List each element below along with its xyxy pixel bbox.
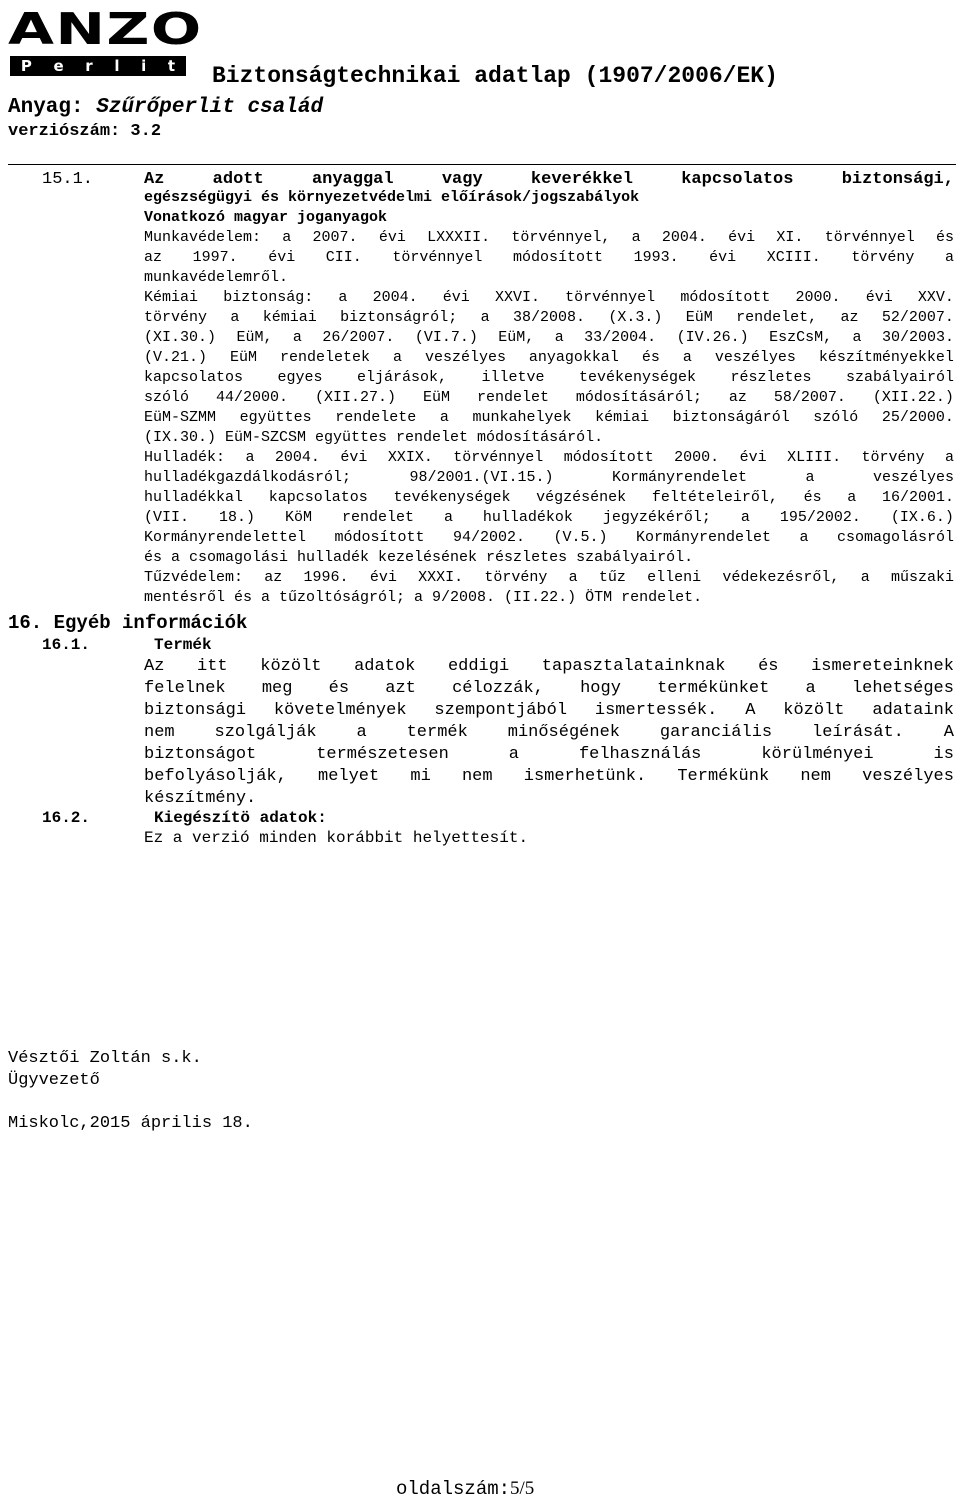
regulation-line: Kormányrendelettel módosított 94/2002. (V.5.) Kormányrendelet a csomagolásról (144, 529, 954, 546)
product-info-line: befolyásolják, melyet mi nem ismerhetünk. Termékünk nem veszélyes (144, 767, 954, 786)
header-divider (8, 164, 956, 165)
section-16-2-title: Kiegészítö adatok: (154, 809, 327, 827)
regulation-line: Tűzvédelem: az 1996. évi XXXI. törvény a tűz elleni védekezésről, a műszaki (144, 569, 954, 586)
document-title: Biztonságtechnikai adatlap (1907/2006/EK) (212, 63, 778, 89)
regulation-line: mentésről és a tűzoltóságról; a 9/2008. (II.22.) ÖTM rendelet. (144, 589, 703, 606)
logo-letter: r (85, 57, 93, 75)
logo-perlit-bar (10, 56, 186, 76)
regulation-line: (VII. 18.) KöM rendelet a hulladékok jegyzékéről; a 195/2002. (IX.6.) (144, 509, 954, 526)
product-info-line: készítmény. (144, 789, 257, 808)
logo-letter: P (20, 57, 32, 75)
regulation-line: egészségügyi és környezetvédelmi előírások/jogszabályok (144, 189, 640, 206)
material-line (8, 96, 323, 119)
regulation-line: (IX.30.) EüM-SZCSM együttes rendelet módosításáról. (144, 429, 604, 446)
regulation-line: Munkavédelem: a 2007. évi LXXXII. törvénnyel, a 2004. évi XI. törvénnyel és (144, 229, 954, 246)
logo-letter: i (141, 57, 147, 75)
product-info-line: felelnek meg és azt célozzák, hogy termékünket a lehetséges (144, 679, 954, 698)
page-number-value: 5/5 (510, 1478, 535, 1499)
signatory-role: Ügyvezető (8, 1071, 100, 1090)
section-15-1-body (144, 188, 954, 608)
logo-letter: t (167, 57, 176, 75)
section-15-1-heading: Az adott anyaggal vagy keverékkel kapcsolatos biztonsági, (144, 170, 954, 189)
regulation-line: és a csomagolási hulladék kezelésének részletes szabályairól. (144, 549, 694, 566)
material-value: Szűrőperlit család (96, 96, 324, 119)
logo-wordmark: ANZO (8, 4, 203, 55)
regulation-line: munkavédelemről. (144, 269, 289, 286)
section-15-1-number: 15.1. (42, 170, 94, 189)
regulation-line: (V.21.) EüM rendeletek a veszélyes anyagokkal és a veszélyes készítményekkel (144, 349, 954, 366)
product-info-line: nem szolgálják a termék minőségének garanciális leírását. A (144, 723, 954, 742)
regulation-line: kapcsolatos egyes eljárások, illetve tevékenységek részletes szabályairól (144, 369, 954, 386)
page-number (396, 1478, 534, 1500)
material-label: Anyag: (8, 96, 84, 119)
regulation-line: hulladékgazdálkodásról; 98/2001.(VI.15.) Kormányrendelet a veszélyes (144, 469, 954, 486)
regulation-line: az 1997. évi CII. törvénnyel módosított 1993. évi XCIII. törvény a (144, 249, 954, 266)
regulation-line: EüM-SZMM együttes rendelete a munkahelyek kémiai biztonságáról szóló 25/2000. (144, 409, 954, 426)
logo-letter: l (114, 57, 120, 75)
section-16-1-number: 16.1. (42, 636, 91, 654)
logo-letter: e (53, 57, 64, 75)
regulation-line: Vonatkozó magyar joganyagok (144, 209, 388, 226)
regulation-line: (XI.30.) EüM, a 26/2007. (VI.7.) EüM, a 33/2004. (IV.26.) EszCsM, a 30/2003. (144, 329, 954, 346)
page-number-label: oldalszám: (396, 1478, 511, 1500)
section-16-2-body: Ez a verzió minden korábbit helyettesít. (144, 829, 529, 847)
section-16-heading: 16. Egyéb információk (8, 612, 248, 634)
product-info-line: biztonságot természetesen a felhasználás körülményei is (144, 745, 954, 764)
product-info-line: biztonsági követelmények szempontjából ismertessék. A közölt adataink (144, 701, 954, 720)
signatory-name: Vésztői Zoltán s.k. (8, 1049, 202, 1068)
signature-block (8, 1048, 202, 1092)
section-16-1-body (144, 656, 954, 810)
product-info-line: Az itt közölt adatok eddigi tapasztalatainknak és ismereteinknek (144, 657, 954, 676)
regulation-line: hulladékkal kapcsolatos tevékenységek végzésének feltételeiről, és a 16/2001. (144, 489, 954, 506)
regulation-line: Kémiai biztonság: a 2004. évi XXVI. törvénnyel módosított 2000. évi XXV. (144, 289, 954, 306)
regulation-line: szóló 44/2000. (XII.27.) EüM rendelet módosításáról; az 58/2007. (XII.22.) (144, 389, 954, 406)
section-16-2-number: 16.2. (42, 809, 91, 827)
regulation-line: Hulladék: a 2004. évi XXIX. törvénnyel módosított 2000. évi XLIII. törvény a (144, 449, 954, 466)
section-16-1-title: Termék (154, 636, 212, 654)
company-logo (8, 4, 203, 75)
version-number: verziószám: 3.2 (8, 122, 162, 141)
regulation-line: törvény a kémiai biztonságról; a 38/2008. (X.3.) EüM rendelet, az 52/2007. (144, 309, 954, 326)
place-and-date: Miskolc,2015 április 18. (8, 1114, 253, 1133)
